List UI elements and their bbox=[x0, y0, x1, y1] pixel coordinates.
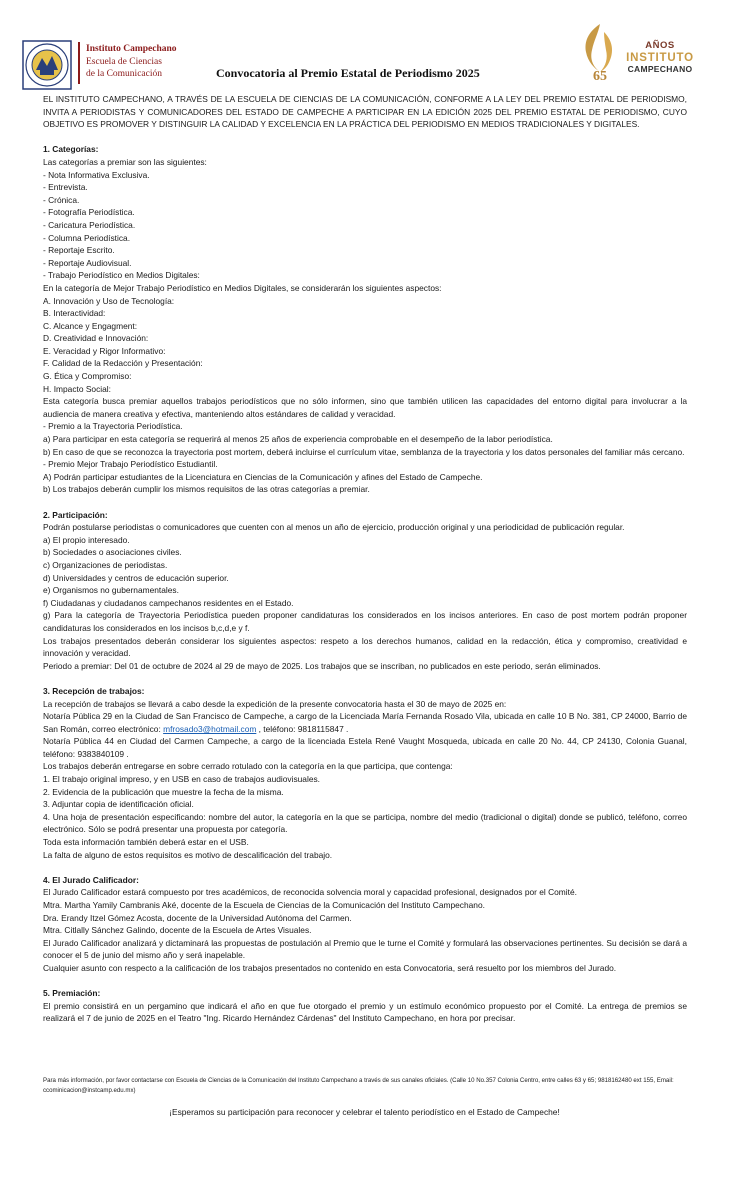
anniversary-65-logo bbox=[578, 22, 622, 84]
body-line: Mtra. Martha Yamily Cambranis Aké, docente de la Escuela de Ciencias de la Comunicación del Instituto Campechano. bbox=[43, 900, 485, 910]
brand-campechano: CAMPECHANO bbox=[627, 64, 693, 74]
body-line: - Fotografía Periodística. bbox=[43, 207, 135, 218]
body-line: El Jurado Calificador estará compuesto por tres académicos, de reconocida solvencia moral y capacidad profesional, designados por el Comité. bbox=[43, 887, 577, 898]
body-line: F. Calidad de la Redacción y Presentación: bbox=[43, 358, 203, 369]
school-line-2: Escuela de Ciencias bbox=[86, 56, 162, 67]
body-line: B. Interactividad: bbox=[43, 308, 106, 319]
body-line: b) Los trabajos deberán cumplir los mismos requisitos de las otras categorías a premiar. bbox=[43, 484, 370, 495]
institute-seal-logo bbox=[22, 40, 72, 90]
body-line: - Premio a la Trayectoria Periodística. bbox=[43, 421, 183, 432]
document-header bbox=[0, 0, 729, 92]
school-name bbox=[86, 43, 177, 81]
body-line: Los trabajos presentados deberán considerar los siguientes aspectos: respeto a los derechos humanos, calidad en la redacción, ética y compromiso, creatividad e innovación y veracidad. bbox=[43, 635, 687, 659]
body-line: - Premio Mejor Trabajo Periodístico Estudiantil. bbox=[43, 459, 218, 470]
body-line: Podrán postularse periodistas o comunicadores que cuenten con al menos un año de ejercicio, producción original y una periodicidad de publicación regular. bbox=[43, 522, 625, 533]
body-line: Esta categoría busca premiar aquellos trabajos periodísticos que no sólo informen, sino que también utilicen las capacidades del entorno digital para involucrar a la audiencia de manera creativa y efectiva, manteniendo altos estándares de calidad y veracidad. bbox=[43, 396, 687, 419]
document-body bbox=[43, 93, 687, 1025]
body-line: - Reportaje Audiovisual. bbox=[43, 257, 132, 268]
notary-email-link[interactable]: mfrosado3@hotmail.com bbox=[163, 723, 257, 734]
section-title-participacion: 2. Participación: bbox=[43, 509, 108, 520]
notary-29-phone: , teléfono: 9818115847 . bbox=[256, 723, 349, 734]
body-line: - Nota Informativa Exclusiva. bbox=[43, 169, 150, 180]
body-line: 3. Adjuntar copia de identificación oficial. bbox=[43, 799, 194, 810]
body-line: D. Creatividad e Innovación: bbox=[43, 333, 149, 344]
body-line: Los trabajos deberán entregarse en sobre cerrado rotulado con la categoría en la que participa, que contenga: bbox=[43, 761, 453, 772]
body-line: 1. El trabajo original impreso, y en USB en caso de trabajos audiovisuales. bbox=[43, 774, 320, 785]
body-line: H. Impacto Social: bbox=[43, 383, 111, 394]
school-line-1: Instituto Campechano bbox=[86, 44, 177, 54]
body-line: a) El propio interesado. bbox=[43, 534, 130, 545]
body-line: Notaría Pública 44 en Ciudad del Carmen Campeche, a cargo de la licenciada Estela René Vaught Mosqueda, ubicada en calle 20 No. 44, CP 24130, Colonia Guanal, teléfono: 9383840109 . bbox=[43, 736, 687, 759]
header-divider bbox=[78, 42, 80, 84]
body-line: Toda esta información también deberá estar en el USB. bbox=[43, 837, 249, 848]
document-title: Convocatoria al Premio Estatal de Periodismo 2025 bbox=[216, 66, 480, 80]
anniversary-number: 65 bbox=[593, 69, 607, 84]
school-line-3: de la Comunicación bbox=[86, 69, 162, 79]
body-line: - Caricatura Periodística. bbox=[43, 219, 136, 230]
body-line: 2. Evidencia de la publicación que muestre la fecha de la misma. bbox=[43, 786, 284, 797]
section-premiacion bbox=[43, 1000, 687, 1025]
body-line: f) Ciudadanas y ciudadanos campechanos residentes en el Estado. bbox=[43, 597, 294, 608]
body-line: Mtra. Citlally Sánchez Galindo, docente de la Escuela de Artes Visuales. bbox=[43, 925, 312, 936]
section-recepcion bbox=[43, 735, 687, 861]
body-line: d) Universidades y centros de educación superior. bbox=[43, 572, 229, 583]
section-title-categorias: 1. Categorías: bbox=[43, 144, 99, 155]
body-line: - Reportaje Escrito. bbox=[43, 245, 115, 256]
body-line: - Crónica. bbox=[43, 194, 80, 205]
body-line: a) Para participar en esta categoría se requerirá al menos 25 años de experiencia comprobable en el desempeño de la labor periodística. bbox=[43, 434, 553, 445]
body-line: E. Veracidad y Rigor Informativo: bbox=[43, 345, 166, 356]
section-categorias bbox=[43, 156, 687, 496]
body-line: b) En caso de que se reconozca la trayectoria post mortem, deberá incluirse el currículum vitae, semblanza de la trayectoria y los datos personales del familiar más cercano. bbox=[43, 446, 685, 457]
body-line: Las categorías a premiar son las siguientes: bbox=[43, 156, 207, 167]
body-line: - Trabajo Periodístico en Medios Digitales: bbox=[43, 270, 200, 281]
section-title-premiacion: 5. Premiación: bbox=[43, 988, 101, 999]
body-line: El premio consistirá en un pergamino que indicará el año en que fue otorgado el premio y un estímulo económico propuesto por el Comité. La entrega de premios se realizará el 7 de junio de 2025 en el Teatro "Ing. Ricardo Hernández Cárdenas" del Instituto Campechano, en hora por precisar. bbox=[43, 1000, 687, 1024]
body-line: C. Alcance y Engagment: bbox=[43, 320, 138, 331]
brand-institute: INSTITUTO bbox=[626, 52, 694, 64]
notary-29-text: Notaría Pública 29 en la Ciudad de San Francisco de Campeche, a cargo de la Licenciada María Fernanda Rosado Vila, ubicada en calle 10 B No. 381, CP 24000, Barrio de San Román, correo electrónico: bbox=[43, 711, 687, 734]
section-title-jurado: 4. El Jurado Calificador: bbox=[43, 874, 139, 885]
body-line: c) Organizaciones de periodistas. bbox=[43, 559, 168, 570]
body-line: A) Podrán participar estudiantes de la Licenciatura en Ciencias de la Comunicación y afines del Estado de Campeche. bbox=[43, 471, 483, 482]
notary-29-info bbox=[43, 710, 687, 735]
intro-paragraph: EL INSTITUTO CAMPECHANO, A TRAVÉS DE LA ESCUELA DE CIENCIAS DE LA COMUNICACIÓN, CONFORME A LA LEY DEL PREMIO ESTATAL DE PERIODISMO, INVITA A PERIODISTAS Y COMUNICADORES DEL ESTADO DE CAMPECHE A PARTICIPAR EN LA EDICIÓN 2025 DEL PREMIO ESTATAL DE PERIODISMO, CUYO OBJETIVO ES PROMOVER Y DISTINGUIR LA CALIDAD Y EXCELENCIA EN LA PRÁCTICA DEL PERIODISMO EN MEDIOS TRADICIONALES Y DIGITALES. bbox=[43, 94, 687, 130]
section-title-recepcion: 3. Recepción de trabajos: bbox=[43, 685, 145, 696]
body-line: - Entrevista. bbox=[43, 182, 88, 193]
recepcion-intro: La recepción de trabajos se llevará a cabo desde la expedición de la presente convocatoria hasta el 30 de mayo de 2025 en: bbox=[43, 698, 507, 709]
body-line: Periodo a premiar: Del 01 de octubre de 2024 al 29 de mayo de 2025. Los trabajos que se inscriban, no publicados en este periodo, serán eliminados. bbox=[43, 660, 601, 671]
brand-years: AÑOS bbox=[645, 40, 675, 51]
institute-brand bbox=[620, 40, 700, 74]
body-line: G. Ética y Compromiso: bbox=[43, 371, 132, 382]
closing-message: ¡Esperamos su participación para reconocer y celebrar el talento periodístico en el Estado de Campeche! bbox=[169, 1107, 560, 1117]
body-line: g) Para la categoría de Trayectoria Periodística pueden proponer candidaturas los considerados en los incisos anteriores. En caso de post mortem podrán proponer candidaturas los considerados en los incisos b,c,d,e y f. bbox=[43, 610, 687, 633]
body-line: Dra. Erandy Itzel Gómez Acosta, docente de la Universidad Autónoma del Carmen. bbox=[43, 912, 352, 923]
body-line: e) Organismos no gubernamentales. bbox=[43, 585, 179, 596]
body-line: - Columna Periodística. bbox=[43, 232, 131, 243]
contact-footnote: Para más información, por favor contactarse con Escuela de Ciencias de la Comunicación del Instituto Campechano a través de sus canales oficiales. (Calle 10 No.357 Colonia Centro, entre calles 63 y 65; 9818162480 ext 155, Email: ccominicacion@instcamp.edu.mx) bbox=[43, 1077, 674, 1094]
section-participacion bbox=[43, 521, 687, 672]
body-line: 4. Una hoja de presentación especificando: nombre del autor, la categoría en la que se participa, nombre del medio (tradicional o digital) donde se publicó, teléfono, correo electrónico. Sólo se podrá presentar una propuesta por categoría. bbox=[43, 811, 687, 835]
body-line: En la categoría de Mejor Trabajo Periodístico en Medios Digitales, se considerarán los siguientes aspectos: bbox=[43, 282, 442, 293]
section-jurado bbox=[43, 886, 687, 974]
body-line: A. Innovación y Uso de Tecnología: bbox=[43, 295, 175, 306]
body-line: El Jurado Calificador analizará y dictaminará las propuestas de postulación al Premio que le turne el Comité y formulará las observaciones pertinentes. Su decisión se dará a conocer el 5 de junio del mismo año y será inapelable. bbox=[43, 937, 687, 961]
body-line: La falta de alguno de estos requisitos es motivo de descalificación del trabajo. bbox=[43, 849, 333, 860]
body-line: b) Sociedades o asociaciones civiles. bbox=[43, 547, 182, 558]
body-line: Cualquier asunto con respecto a la calificación de los trabajos presentados no contenido en esta Convocatoria, será resuelto por los miembros del Jurado. bbox=[43, 962, 617, 973]
